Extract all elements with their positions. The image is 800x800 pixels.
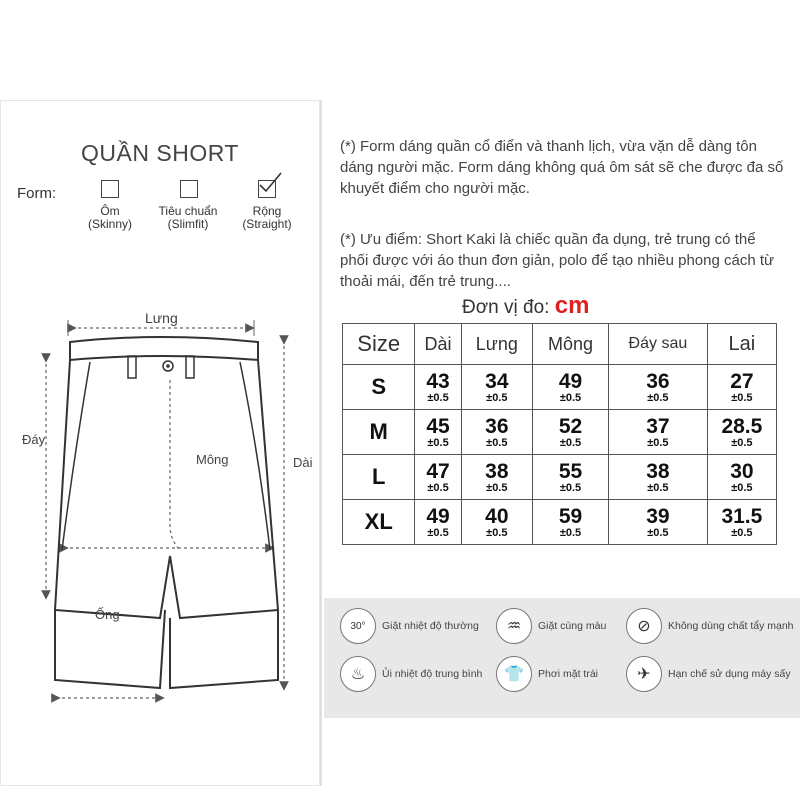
measurement-tolerance: ±0.5 (647, 391, 669, 404)
label-leg: Ống (95, 607, 120, 622)
form-description: (*) Form dáng quần cổ điển và thanh lịch, vừa vặn dễ dàng tôn dáng người mặc. Form dáng không quá ôm sát sẽ che được đa số khuyết điểm cho người mặc. (340, 138, 784, 197)
measurement-value: 36 (646, 369, 670, 393)
measurement-cell (461, 500, 532, 545)
care-item: 30° Giặt nhiệt độ thường (340, 608, 479, 644)
iron-icon: ♨ (340, 656, 376, 692)
measurement-value: 36 (485, 414, 509, 438)
diagram-panel (0, 100, 321, 786)
measurement-tolerance: ±0.5 (647, 526, 669, 539)
header-hem: Lai (707, 324, 776, 365)
measurement-value: 40 (485, 504, 509, 528)
measurement-tolerance: ±0.5 (559, 436, 582, 449)
measurement-tolerance: ±0.5 (427, 391, 449, 404)
fit-option-straight: Rộng (Straight) (242, 204, 292, 231)
measurement-value: 37 (646, 414, 670, 438)
size-cell: M (343, 410, 415, 455)
measurement-cell (707, 455, 776, 500)
form-label: Form: (17, 185, 57, 202)
measurement-cell (415, 500, 461, 545)
care-item: ✈ Hạn chế sử dụng máy sấy (626, 656, 791, 692)
measurement-cell (461, 365, 532, 410)
measurement-value: 49 (426, 504, 450, 528)
care-item: ⊘ Không dùng chất tẩy mạnh (626, 608, 794, 644)
measurement-value: 27 (730, 369, 754, 393)
measurement-cell (532, 455, 608, 500)
wash-30-icon: 30° (340, 608, 376, 644)
measurement-value: 31.5 (721, 504, 763, 528)
measurement-tolerance: ±0.5 (486, 436, 508, 449)
measurement-tolerance: ±0.5 (731, 391, 753, 404)
measurement-value: 38 (646, 459, 670, 483)
measurement-tolerance: ±0.5 (427, 436, 449, 449)
measurement-tolerance: ±0.5 (731, 436, 753, 449)
measurement-cell (609, 500, 708, 545)
measurement-value: 34 (485, 369, 509, 393)
care-instructions (324, 598, 800, 718)
measurement-value: 39 (646, 504, 670, 528)
measurement-tolerance: ±0.5 (427, 481, 449, 494)
measurement-tolerance: ±0.5 (647, 436, 669, 449)
unit-line (462, 292, 589, 320)
measurement-value: 38 (485, 459, 509, 483)
measurement-value: 49 (558, 369, 583, 393)
header-hip: Mông (532, 324, 608, 365)
measurement-cell (415, 455, 461, 500)
measurement-value: 59 (558, 504, 583, 528)
care-item: ♨ Ủi nhiệt độ trung bình (340, 656, 482, 692)
measurement-tolerance: ±0.5 (559, 526, 582, 539)
measurement-cell (532, 500, 608, 545)
measurement-tolerance: ±0.5 (486, 481, 508, 494)
table-header-row (343, 324, 777, 365)
size-cell: L (343, 455, 415, 500)
measurement-cell (415, 365, 461, 410)
fit-checkbox-skinny (101, 180, 119, 198)
measurement-cell (707, 410, 776, 455)
measurement-tolerance: ±0.5 (731, 481, 753, 494)
size-cell: S (343, 365, 415, 410)
header-back-rise: Đáy sau (609, 324, 708, 365)
header-length: Dài (415, 324, 461, 365)
measurement-tolerance: ±0.5 (427, 526, 449, 539)
shirt-dry-icon: 👕 (496, 656, 532, 692)
measurement-value: 28.5 (721, 414, 763, 438)
measurement-value: 55 (558, 459, 583, 483)
measurement-tolerance: ±0.5 (731, 526, 753, 539)
measurement-cell (609, 365, 708, 410)
measurement-tolerance: ±0.5 (647, 481, 669, 494)
measurement-cell (609, 410, 708, 455)
size-cell: XL (343, 500, 415, 545)
measurement-value: 43 (426, 369, 450, 393)
care-item: ♒ Giặt cùng màu (496, 608, 606, 644)
table-row (343, 410, 777, 455)
fit-checkbox-slimfit (180, 180, 198, 198)
measurement-cell (415, 410, 461, 455)
measurement-value: 30 (730, 459, 754, 483)
measurement-cell (609, 455, 708, 500)
fit-option-slimfit: Tiêu chuẩn (Slimfit) (158, 204, 218, 231)
measurement-cell (707, 365, 776, 410)
measurement-value: 47 (426, 459, 450, 483)
measurement-cell (532, 365, 608, 410)
header-waist: Lưng (461, 324, 532, 365)
label-waist: Lưng (145, 310, 178, 326)
fit-option-skinny: Ôm (Skinny) (87, 204, 132, 231)
no-dryer-icon: ✈ (626, 656, 662, 692)
measurement-cell (461, 455, 532, 500)
unit-value: cm (554, 292, 590, 319)
fit-checkbox-straight (258, 180, 276, 198)
table-row (343, 500, 777, 545)
care-item: 👕 Phơi mặt trái (496, 656, 598, 692)
label-length: Dài (293, 455, 313, 470)
product-title: QUẦN SHORT (81, 140, 239, 166)
shorts-diagram (0, 300, 320, 720)
wash-color-icon: ♒ (496, 608, 532, 644)
measurement-cell (461, 410, 532, 455)
label-hip: Mông (196, 452, 229, 467)
size-table (342, 323, 777, 545)
measurement-value: 45 (426, 414, 450, 438)
checkmark-icon (257, 171, 283, 195)
measurement-tolerance: ±0.5 (486, 526, 508, 539)
header-size: Size (343, 324, 415, 365)
measurement-tolerance: ±0.5 (559, 391, 582, 404)
table-row (343, 365, 777, 410)
table-row (343, 455, 777, 500)
label-crotch: Đáy (22, 432, 46, 447)
measurement-tolerance: ±0.5 (559, 481, 582, 494)
measurement-value: 52 (558, 414, 583, 438)
unit-label: Đơn vị đo: (462, 297, 550, 318)
info-panel (322, 100, 800, 786)
advantage-description: (*) Ưu điểm: Short Kaki là chiếc quần đa dụng, trẻ trung có thể phối được với áo thun đơn giản, polo để tạo nhiều phong cách từ thoải mái, đến trẻ trung.... (340, 231, 775, 290)
measurement-cell (707, 500, 776, 545)
no-bleach-icon: ⊘ (626, 608, 662, 644)
measurement-tolerance: ±0.5 (486, 391, 508, 404)
measurement-cell (532, 410, 608, 455)
